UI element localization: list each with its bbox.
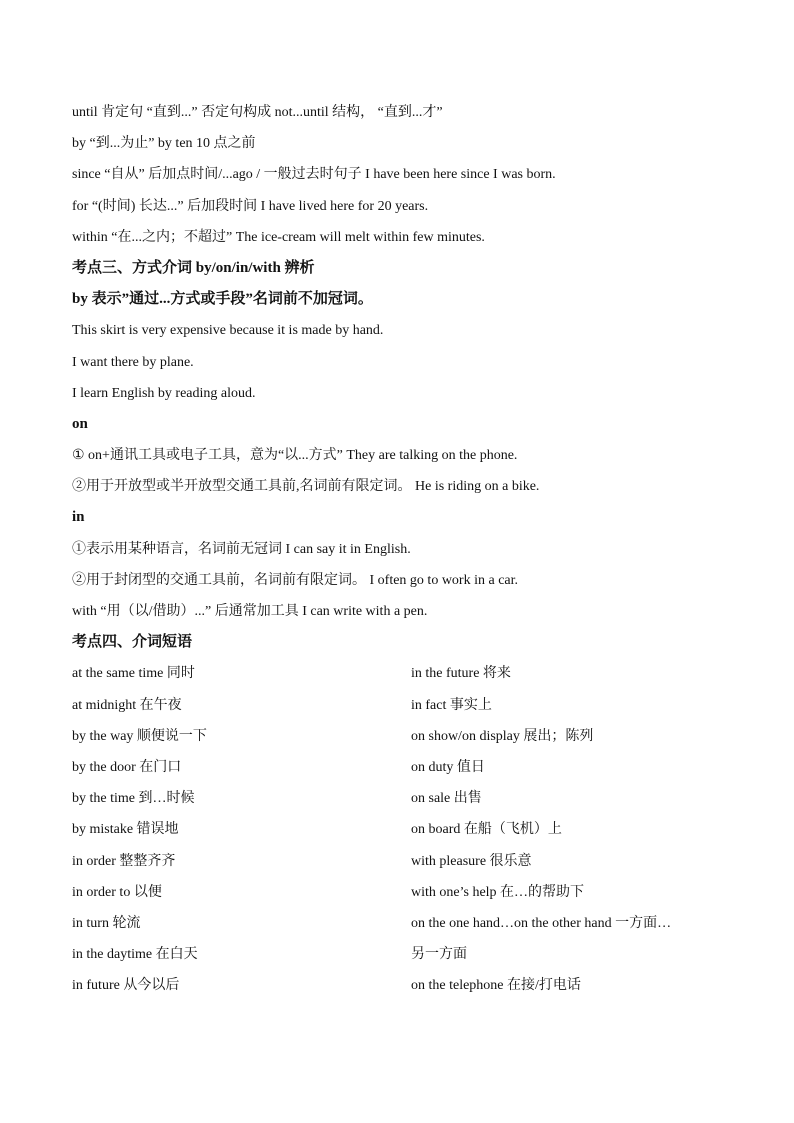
numbered-item: ① on+通讯工具或电子工具，意为“以...方式” They are talking on the phone.	[72, 448, 518, 464]
text-line: within “在...之内；不超过” The ice-cream will melt within few minutes.	[72, 229, 485, 245]
phrase-left: by the time 到…时候	[72, 791, 195, 807]
section-heading: 考点四、介词短语	[72, 634, 193, 651]
phrase-row	[72, 752, 752, 783]
phrase-left: in order to 以便	[72, 884, 162, 900]
example-line: This skirt is very expensive because it is made by hand.	[72, 323, 384, 339]
phrase-right: in fact 事实上	[411, 697, 492, 713]
phrase-right: on duty 值日	[411, 759, 485, 775]
rule-line: by 表示”通过...方式或手段”名词前不加冠词。	[72, 291, 373, 308]
text-line: since “自从” 后加点时间/...ago / 一般过去时句子 I have been here since I was born.	[72, 167, 556, 183]
phrase-right: on show/on display 展出；陈列	[411, 728, 594, 744]
subheading-on: on	[72, 415, 88, 432]
phrase-row	[72, 721, 752, 752]
phrase-row	[72, 783, 752, 814]
phrase-right: on sale 出售	[411, 791, 482, 807]
phrase-left: in the daytime 在白天	[72, 947, 198, 963]
phrase-left: in future 从今以后	[72, 978, 180, 994]
phrase-left: by mistake 错误地	[72, 822, 179, 838]
phrase-left: by the way 顺便说一下	[72, 728, 207, 744]
phrase-right: with one’s help 在…的帮助下	[411, 884, 585, 900]
subheading-in: in	[72, 509, 85, 526]
with-line: with “用（以/借助）...” 后通常加工具 I can write with a pen.	[72, 604, 428, 619]
phrase-row	[72, 846, 752, 877]
numbered-item: ①表示用某种语言，名词前无冠词 I can say it in English.	[72, 541, 411, 557]
phrase-row	[72, 908, 752, 939]
section-heading: 考点三、方式介词 by/on/in/with 辨析	[72, 259, 315, 276]
numbered-item: ②用于开放型或半开放型交通工具前,名词前有限定词。 He is riding on a bike.	[72, 479, 540, 495]
phrase-row	[72, 814, 752, 845]
phrase-right: on board 在船（飞机）上	[411, 822, 562, 838]
phrase-left: at the same time 同时	[72, 666, 195, 682]
example-line: I learn English by reading aloud.	[72, 385, 256, 401]
phrase-left: in turn 轮流	[72, 915, 141, 931]
document-page	[72, 97, 752, 1001]
phrase-left: by the door 在门口	[72, 759, 182, 775]
phrase-right: on the telephone 在接/打电话	[411, 978, 581, 994]
text-line: for “(时间) 长达...” 后加段时间 I have lived here for 20 years.	[72, 198, 429, 214]
phrase-row	[72, 658, 752, 689]
phrase-left: in order 整整齐齐	[72, 853, 176, 869]
phrase-row	[72, 690, 752, 721]
phrase-right: on the one hand…on the other hand 一方面…	[411, 915, 672, 931]
phrase-left: at midnight 在午夜	[72, 697, 182, 713]
numbered-item: ②用于封闭型的交通工具前，名词前有限定词。 I often go to work in a car.	[72, 572, 519, 588]
phrase-right: in the future 将来	[411, 666, 511, 682]
phrase-row	[72, 877, 752, 908]
example-line: I want there by plane.	[72, 354, 194, 370]
phrase-right: 另一方面	[411, 947, 467, 963]
phrase-right: with pleasure 很乐意	[411, 853, 532, 869]
phrase-row	[72, 970, 752, 1001]
text-line: by “到...为止” by ten 10 点之前	[72, 136, 256, 152]
text-line: until 肯定句 “直到...” 否定句构成 not...until 结构， “直到...才”	[72, 105, 443, 120]
phrase-row	[72, 939, 752, 970]
